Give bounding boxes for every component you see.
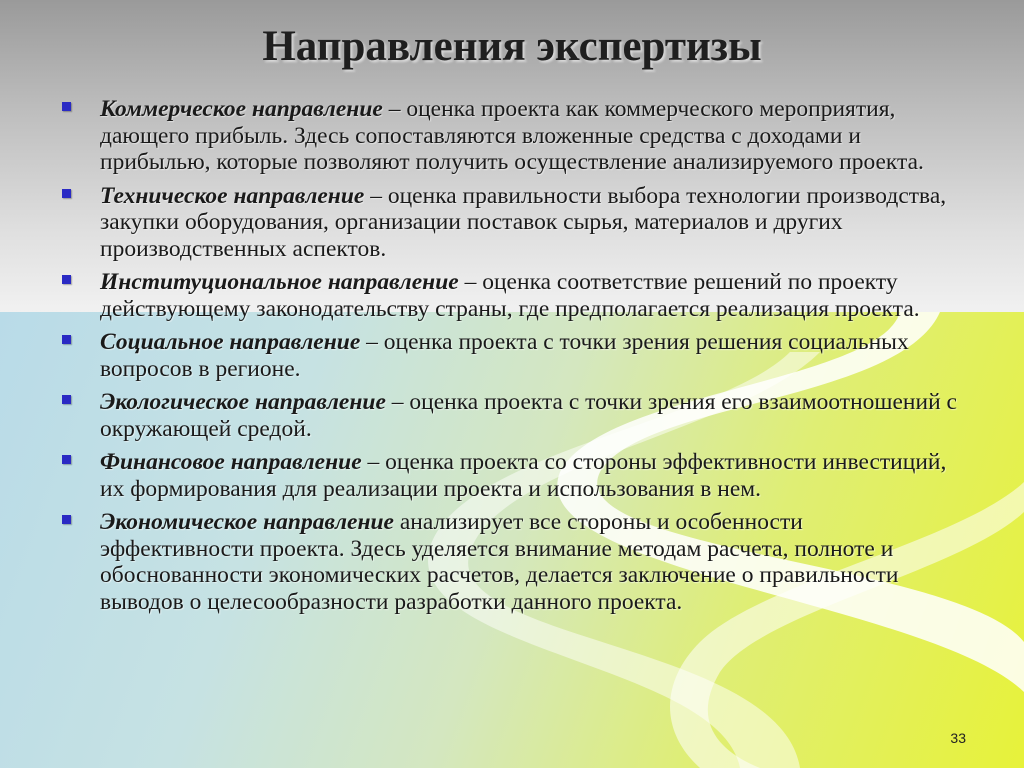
list-item — [60, 329, 960, 382]
slide-title: Направления экспертизы — [262, 23, 762, 70]
page-number: 33 — [950, 730, 966, 746]
item-term: Экономическое направление — [100, 509, 394, 535]
item-text: – оценка проекта со стороны эффективности инвестиций, их формирования для реализации проекта и использования в нем. — [100, 449, 947, 502]
item-text: – оценка проекта с точки зрения его взаимоотношений с окружающей средой. — [100, 389, 957, 442]
item-text: – оценка соответствие решений по проекту действующему законодательству страны, где предполагается реализация проекта. — [100, 269, 920, 322]
item-term: Техническое направление — [100, 182, 365, 209]
list-item — [60, 183, 960, 263]
list-item — [60, 449, 960, 502]
square-bullet-icon — [62, 395, 71, 404]
item-term: Институциональное направление — [100, 269, 459, 295]
square-bullet-icon — [62, 189, 71, 198]
item-term: Социальное направление — [100, 329, 361, 355]
item-text: – оценка правильности выбора технологии производства, закупки оборудования, организации поставок сырья, материалов и других производственных аспектов. — [100, 182, 947, 262]
list-item — [60, 269, 960, 322]
item-term: Экологическое направление — [100, 389, 386, 415]
item-term: Финансовое направление — [100, 449, 362, 475]
item-text: – оценка проекта с точки зрения решения социальных вопросов в регионе. — [100, 329, 909, 382]
list-item — [60, 389, 960, 442]
list-item — [60, 509, 960, 615]
square-bullet-icon — [62, 275, 71, 284]
item-text: анализирует все стороны и особенности эффективности проекта. Здесь уделяется внимание методам расчета, полноте и обоснованности экономических расчетов, делается заключение о правильности выводов о целесообразности разработки данного проекта. — [100, 509, 899, 615]
item-term: Коммерческое направление — [100, 96, 383, 122]
list-item — [60, 96, 960, 176]
square-bullet-icon — [62, 515, 71, 524]
square-bullet-icon — [62, 102, 71, 111]
square-bullet-icon — [62, 335, 71, 344]
expertise-directions-list — [60, 96, 960, 622]
square-bullet-icon — [62, 455, 71, 464]
item-text: – оценка проекта как коммерческого мероприятия, дающего прибыль. Здесь сопоставляются вложенные средства с доходами и прибылью, которые позволяют получить осуществление анализируемого проекта. — [100, 96, 924, 175]
